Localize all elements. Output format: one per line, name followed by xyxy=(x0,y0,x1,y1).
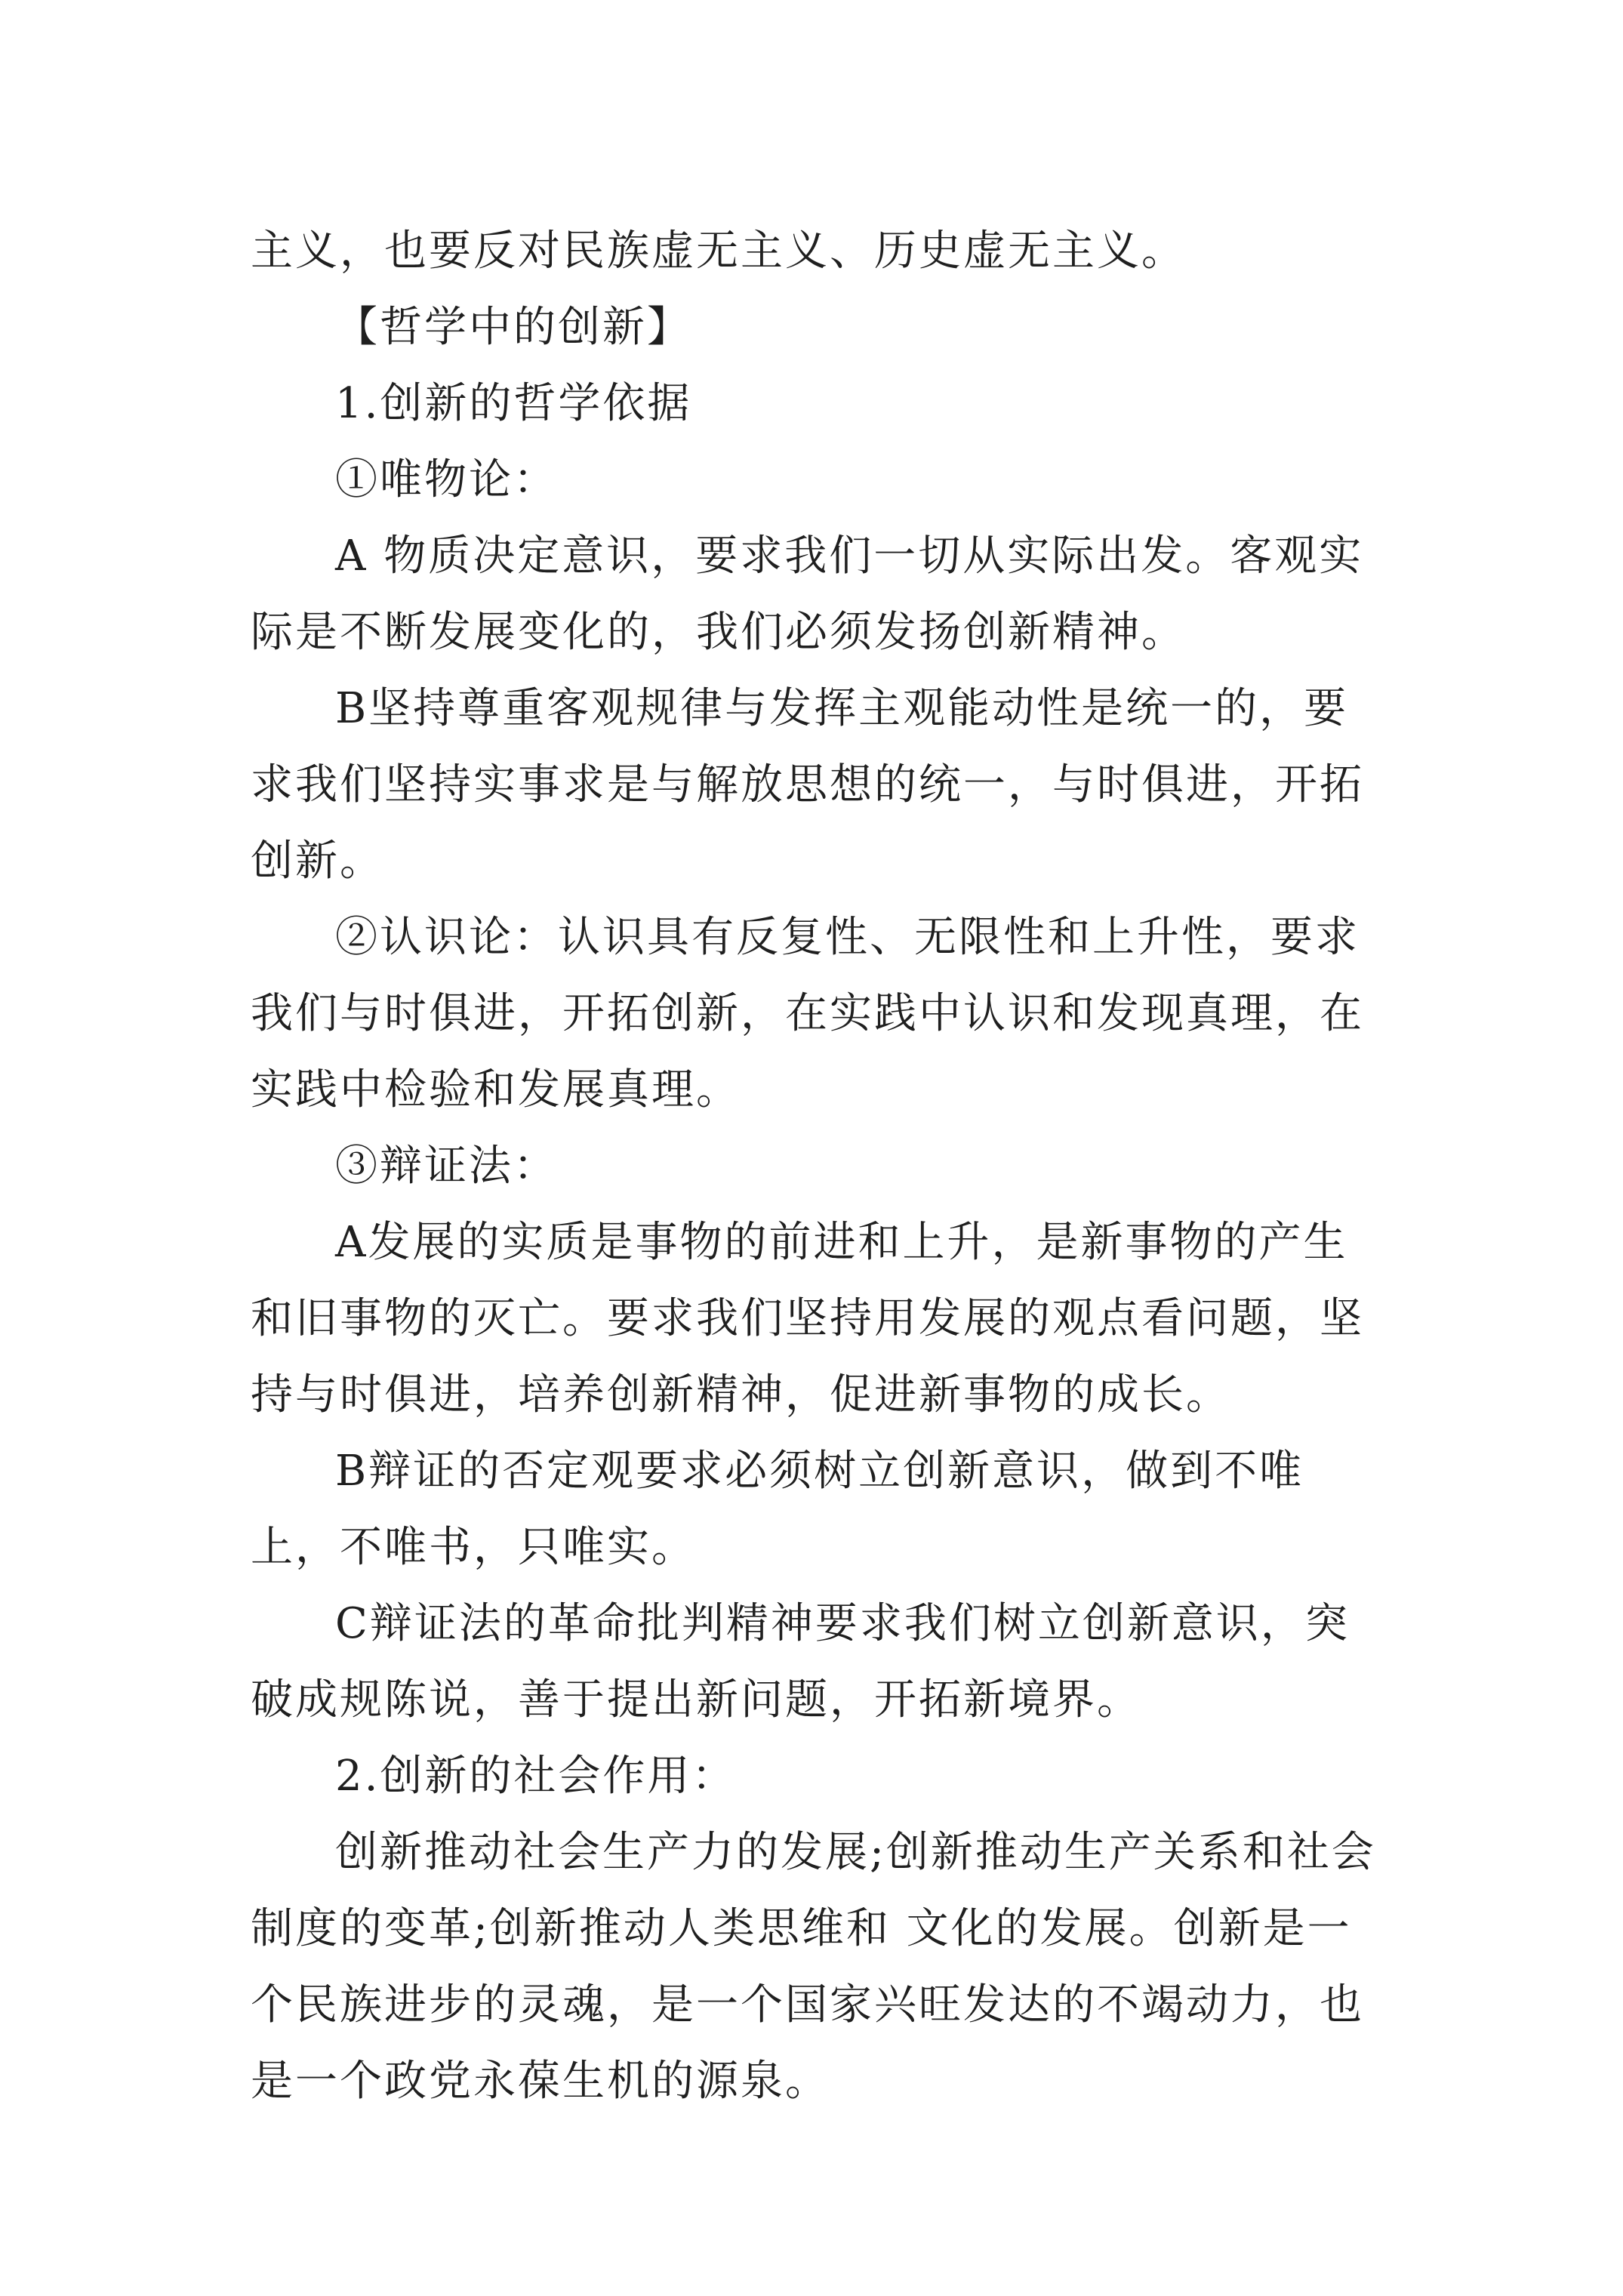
paragraph-dialectics-c: C辩证法的革命批判精神要求我们树立创新意识，突破成规陈说，善于提出新问题，开拓新境界。 xyxy=(251,1599,1350,1724)
paragraph-epistemology: ②认识论：认识具有反复性、无限性和上升性，要求我们与时俱进，开拓创新，在实践中认识和发现真理，在实践中检验和发展真理。 xyxy=(251,913,1364,1114)
paragraph-materialism-a: A 物质决定意识，要求我们一切从实际出发。客观实际是不断发展变化的，我们必须发扬创新精神。 xyxy=(251,532,1364,657)
paragraph-materialism-b: B坚持尊重客观规律与发挥主观能动性是统一的，要求我们坚持实事求是与解放思想的统一，与时俱进，开拓创新。 xyxy=(251,684,1364,886)
item-dialectics: ③辩证法： xyxy=(335,1142,558,1191)
subheading-social-role: 2.创新的社会作用： xyxy=(335,1752,737,1801)
document-body xyxy=(251,213,1383,2119)
paragraph-social-role: 创新推动社会生产力的发展;创新推动生产关系和社会制度的变革;创新推动人类思维和 文化的发展。创新是一个民族进步的灵魂，是一个国家兴旺发达的不竭动力，也是一个政党永葆生机的源泉。 xyxy=(251,1828,1376,2106)
paragraph-dialectics-a: A发展的实质是事物的前进和上升，是新事物的产生和旧事物的灭亡。要求我们坚持用发展的观点看问题，坚持与时俱进，培养创新精神，促进新事物的成长。 xyxy=(251,1218,1364,1419)
paragraph-continuation: 主义，也要反对民族虚无主义、历史虚无主义。 xyxy=(251,227,1186,276)
item-materialism: ①唯物论： xyxy=(335,455,558,504)
subheading-philosophical-basis: 1.创新的哲学依据 xyxy=(335,379,692,428)
section-heading: 【哲学中的创新】 xyxy=(335,303,691,352)
paragraph-dialectics-b: B辩证的否定观要求必须树立创新意识，做到不唯上，不唯书，只唯实。 xyxy=(251,1447,1304,1572)
